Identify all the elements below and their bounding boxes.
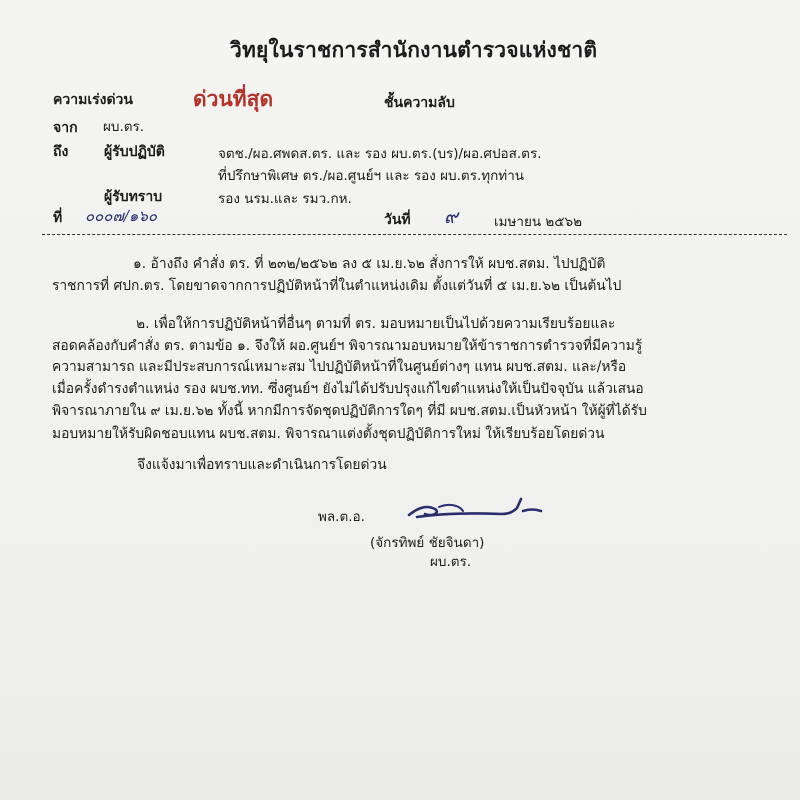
signer-rank: พล.ต.อ.: [318, 509, 365, 525]
from-value: ผบ.ตร.: [103, 119, 145, 135]
recipient-line-2: ที่ปรึกษาพิเศษ ตร./ผอ.ศูนย์ฯ และ รอง ผบ.ตร.ทุกท่าน: [218, 168, 525, 184]
date-day: ๙: [444, 206, 458, 228]
signer-name: (จักรทิพย์ ชัยจินดา): [370, 535, 485, 551]
paragraph-2-line-6: มอบหมายให้รับผิดชอบแทน ผบช.สตม. พิจารณาแต่งตั้งชุดปฏิบัติการใหม่ ให้เรียบร้อยโดยด่วน: [52, 426, 605, 442]
date-month-year: เมษายน ๒๕๖๒: [494, 214, 583, 230]
date-label: วันที่: [384, 212, 411, 228]
closing-line: จึงแจ้งมาเพื่อทราบและดำเนินการโดยด่วน: [137, 457, 387, 473]
document-number: ๐๐๐๗/๑๖๐: [85, 207, 157, 225]
handwritten-signature: [405, 493, 545, 529]
paragraph-1-line-2: ราชการที่ ศปก.ตร. โดยขาดจากการปฏิบัติหน้าที่ในตำแหน่งเดิม ตั้งแต่วันที่ ๕ เม.ย.๖๒ เป็นต้นไป: [52, 278, 622, 294]
signer-position: ผบ.ตร.: [430, 554, 472, 570]
urgency-stamp: ด่วนที่สุด: [193, 87, 274, 111]
number-label: ที่: [53, 210, 63, 226]
paragraph-2-line-4: เมื่อครั้งดำรงตำแหน่ง รอง ผบช.ทท. ซึ่งศูนย์ฯ ยังไม่ได้ปรับปรุงแก้ไขตำแหน่งให้เป็นปัจจุบัน แล้วเสนอ: [52, 381, 644, 397]
info-recipient-label: ผู้รับทราบ: [104, 189, 163, 205]
paragraph-2-line-5: พิจารณาภายใน ๙ เม.ย.๖๒ ทั้งนี้ หากมีการจัดชุดปฏิบัติการใดๆ ที่มี ผบช.สตม.เป็นหัวหน้า ให้ผู้ที่ได้รับ: [52, 403, 647, 419]
secrecy-label: ชั้นความลับ: [384, 95, 455, 111]
info-recipient-value: รอง นรม.และ รมว.กห.: [218, 191, 352, 207]
document-title: วิทยุในราชการสำนักงานตำรวจแห่งชาติ: [230, 38, 598, 62]
to-label: ถึง: [53, 144, 69, 160]
paragraph-2-line-3: ความสามารถ และมีประสบการณ์เหมาะสม ไปปฏิบัติหน้าที่ในศูนย์ต่างๆ แทน ผบช.สตม. และ/หรือ: [52, 359, 627, 375]
recipient-line-1: จตช./ผอ.ศพดส.ตร. และ รอง ผบ.ตร.(บร)/ผอ.ศปอส.ตร.: [218, 146, 542, 162]
from-label: จาก: [53, 120, 78, 136]
urgency-label: ความเร่งด่วน: [53, 92, 133, 108]
recipient-role-label: ผู้รับปฏิบัติ: [104, 144, 165, 160]
paragraph-2-line-2: สอดคล้องกับคำสั่ง ตร. ตามข้อ ๑. จึงให้ ผอ.ศูนย์ฯ พิจารณามอบหมายให้ข้าราชการตำรวจที่มีความรู้: [52, 338, 643, 354]
header-divider: [42, 234, 787, 235]
paragraph-1-line-1: ๑. อ้างถึง คำสั่ง ตร. ที่ ๒๓๒/๒๕๖๒ ลง ๕ เม.ย.๖๒ สั่งการให้ ผบช.สตม. ไปปฏิบัติ: [133, 256, 606, 272]
paragraph-2-line-1: ๒. เพื่อให้การปฏิบัติหน้าที่อื่นๆ ตามที่ ตร. มอบหมายเป็นไปด้วยความเรียบร้อยและ: [136, 316, 616, 332]
